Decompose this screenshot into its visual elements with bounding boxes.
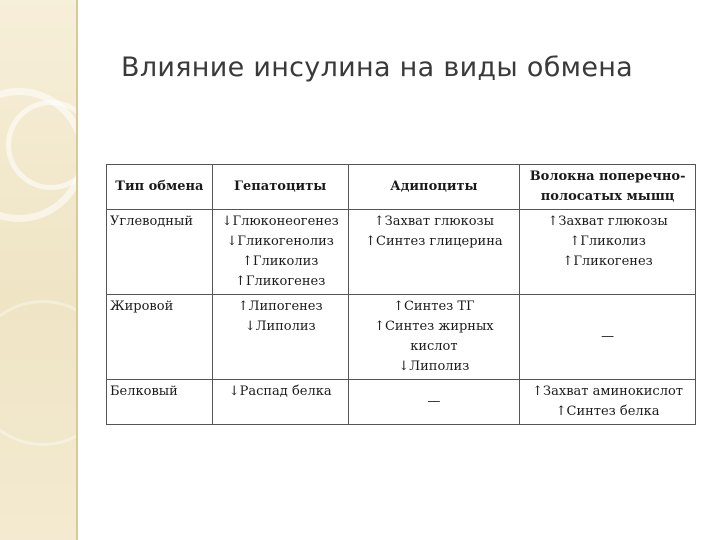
cell-line: ↑Липогенез [237,299,323,314]
decorative-circle [0,300,78,446]
strip-edge [76,0,78,540]
cell-line: ↑Захват глюкозы [547,214,668,229]
cell-adipocytes [348,295,520,380]
header-muscle-fibers [520,165,696,210]
empty-dash: — [427,394,441,409]
cell-line: ↑Гликогенез [562,254,653,269]
cell-type: Белковый [107,380,213,425]
metabolism-table [106,164,696,425]
cell-line: ↓Гликогенолиз [226,234,334,249]
header-muscle-line: полосатых мышц [540,189,675,204]
table-header-row [107,165,696,210]
header-hepatocytes: Гепатоциты [212,165,348,210]
table-row [107,210,696,295]
cell-muscle [520,210,696,295]
cell-line: ↑Синтез белка [555,404,660,419]
cell-line: ↓Липолиз [398,359,470,374]
cell-muscle [520,380,696,425]
cell-line: ↑Гликолиз [569,234,646,249]
cell-adipocytes [348,210,520,295]
table-row [107,380,696,425]
header-metabolism-type: Тип обмена [107,165,213,210]
cell-adipocytes [348,380,520,425]
cell-line: ↓Глюконеогенез [221,214,339,229]
cell-hepatocytes [212,380,348,425]
cell-line: ↑Гликолиз [241,254,319,269]
cell-line: ↓Липолиз [244,319,316,334]
header-adipocytes: Адипоциты [348,165,520,210]
cell-line: ↑Синтез глицерина [365,234,503,249]
table-row [107,295,696,380]
cell-type: Углеводный [107,210,213,295]
cell-line: ↓Распад белка [228,384,332,399]
cell-hepatocytes [212,295,348,380]
cell-line: ↑Гликогенез [235,274,326,289]
header-muscle-line: Волокна поперечно- [529,169,686,184]
cell-line: кислот [410,339,458,354]
empty-dash: — [601,329,615,344]
cell-type: Жировой [107,295,213,380]
cell-muscle [520,295,696,380]
cell-line: ↑Синтез ТГ [393,299,475,314]
cell-line: ↑Захват аминокислот [532,384,683,399]
cell-hepatocytes [212,210,348,295]
cell-line: ↑Захват глюкозы [373,214,494,229]
cell-line: ↑Синтез жирных [374,319,494,334]
slide-title: Влияние инсулина на виды обмена [121,52,634,83]
decorative-side-strip [0,0,78,540]
